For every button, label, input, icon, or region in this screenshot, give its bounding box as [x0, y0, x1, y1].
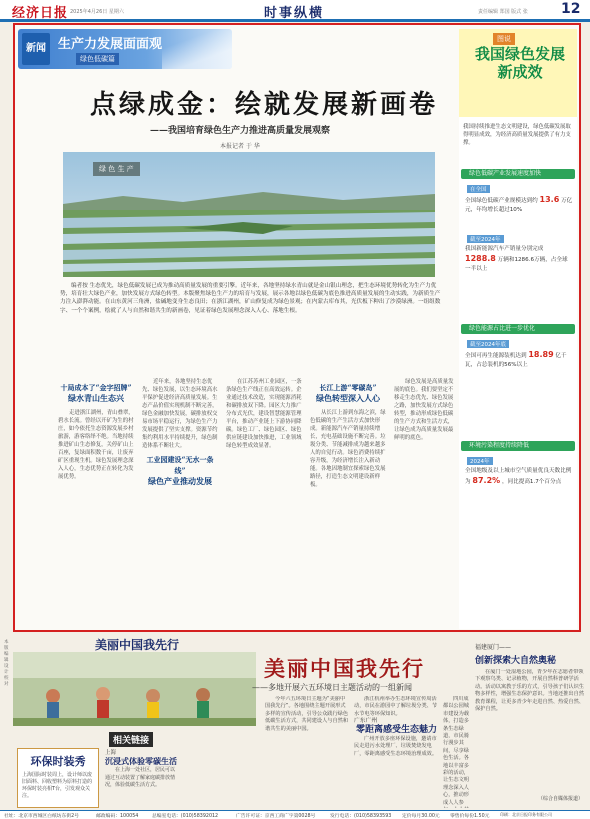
event-photo	[13, 652, 256, 726]
page-footer	[0, 810, 590, 819]
footer-single-price: 零售价每份1.50元	[450, 814, 490, 819]
series-banner	[18, 29, 232, 69]
page-number: 12	[561, 1, 581, 17]
story-place: 福建厦门——	[475, 644, 512, 651]
footer-ads: 广告许可证：京西工商广字第0028号	[236, 814, 316, 819]
footer-price: 定价每月30.00元	[402, 814, 440, 819]
event-photo-graphic	[13, 652, 256, 726]
bottom-column-2	[354, 696, 439, 808]
article-column-3	[226, 378, 302, 626]
bottom-column-1	[265, 696, 350, 808]
stat-number: 1288.8	[465, 254, 496, 263]
story-title: 创新探索大自然奥秘	[475, 656, 557, 666]
story-credit: （综合自媒体报道）	[537, 796, 583, 802]
column-heading-kicker: 十局成本了“金字招牌”	[60, 383, 132, 392]
article-column-1	[58, 378, 134, 626]
article-column-5	[394, 378, 454, 626]
stat-item	[465, 350, 573, 370]
story-text: 在厦门一处湿地公园，青少年在志愿者带领下观察鸟类、记录植物，开展自然科普研学活动。活动以寓教于乐的方式，引导孩子们认识生物多样性，增强生态保护意识。当地还推出自然教育课程，让更多青少年走进自然、热爱自然、保护自然。	[475, 669, 584, 713]
infographic-kicker: 图说	[493, 33, 515, 45]
masthead	[0, 0, 590, 22]
bottom-column-3	[443, 696, 471, 808]
stat-unit: 万亿元，年均增长超过10%	[465, 198, 573, 213]
newspaper-logo: 经济日报	[12, 6, 69, 21]
shanghai-story	[105, 748, 177, 789]
fashion-show-box	[17, 748, 99, 808]
editor-note: 编者按 生态优先，绿色低碳发展已成为推动高质量发展的重要引擎。近年来，各地坚持绿水青山就是金山银山理念，把生态环境优势转化为生产力优势，培育壮大绿色产业，加快发展方式绿色转型。本版聚焦绿色生产力的培育与发展，展示各地以绿色低碳为底色推进高质量发展的生动实践，为新质生产力注入澎湃动能。在山东黄河三角洲，盐碱地变身生态良田；在浙江湖州，矿山修复成为绿色景观；在内蒙古库布其，光伏板下种出了沙漠绿洲。一组组数字、一个个案例，绘就了人与自然和谐共生的新画卷，见证着绿色发展理念深入人心、落地生根。	[60, 283, 441, 314]
editor-line: 责任编辑 郑国 版式 张	[478, 9, 528, 15]
column-text: 近年来，各地坚持生态优先、绿色发展，以生态环境高水平保护促进经济高质量发展。生态产品价值实现机制不断完善，绿色金融加快发展，碳排放权交易市场平稳运行，为绿色生产力发展提供了坚实支撑。资源节约集约利用水平持续提升，绿色制造体系不断壮大。	[142, 379, 218, 449]
stat-text: 我国新能源汽车产销量分别完成	[465, 246, 544, 252]
stat-item	[465, 245, 573, 274]
column-heading-kicker: 工业园建设“无水一条线”	[146, 455, 214, 475]
bottom-left-title: 美丽中国我先行	[95, 638, 180, 652]
story-place: 广东广州	[354, 718, 378, 725]
related-news-tag: 相关链接	[109, 732, 153, 747]
column-text: 四川成都以公园城市建设为载体，打造多条生态绿道，市民骑行漫步其间，尽享绿色生活。各地以丰富多彩的活动，让生态文明理念深入人心，推动形成人人参	[443, 696, 469, 806]
article-column-2	[142, 378, 218, 626]
stat-unit: 万辆和1286.6万辆，占全球一半以上	[465, 257, 568, 272]
article-column-4	[310, 378, 386, 626]
story-title: 沉浸式体验零碳生活	[105, 756, 177, 767]
column-text: 从长江上游到东海之滨，绿色低碳的生产生活方式加快形成。新能源汽车产销量持续增长，充电基础设施不断完善。垃圾分类、节能减排成为越来越多人的自觉行动。绿色消费持续扩容升级，为经济增长注入新动能。各地因地制宜探索绿色发展路径，打造生态文明建设新样板。	[310, 410, 386, 488]
stat-label: 2024年	[467, 457, 493, 465]
story-title: 零距离感受生态魅力	[355, 724, 437, 735]
column-heading-title: 绿水青山生态兴	[68, 393, 124, 403]
infographic-section-energy: 绿色能源占比进一步优化	[461, 324, 575, 334]
stat-unit: ，同比提高1.7个百分点	[501, 479, 562, 485]
banner-title: 生产力发展面面观	[58, 37, 163, 52]
xiamen-story	[475, 642, 585, 802]
stat-label: 在全国	[467, 185, 490, 193]
infographic-header	[459, 29, 577, 117]
infographic-intro: 我国持续推进生态文明建设，绿色低碳发展取得明显成效，为经济高质量发展提供了有力支撑。	[463, 124, 571, 146]
fashion-show-text: 上海国际时装周上，设计师以废旧面料、回收塑料为原料打造的环保时装亮相T台，引发观众关注。	[22, 772, 93, 799]
stat-text: 全国绿色低碳产业规模达到约	[465, 198, 538, 204]
stat-number: 87.2%	[472, 476, 501, 485]
stat-item	[465, 195, 573, 215]
column-heading-title: 绿色转型深入人心	[316, 393, 380, 403]
stat-number: 13.6	[539, 195, 560, 204]
footer-postcode: 邮政编码：100054	[96, 814, 139, 819]
article-subheadline: ——我国培育绿色生产力推进高质量发展观察	[150, 126, 331, 136]
stat-text: 全国可再生能源装机达到	[465, 353, 527, 359]
infographic-sidebar	[459, 29, 577, 629]
footer-phone: 总编室电话：(010)58392012	[152, 814, 219, 819]
column-text: 绿色发展是高质量发展的底色。我们要坚定不移走生态优先、绿色发展之路，加快发展方式绿色转型，推动形成绿色低碳的生产方式和生活方式，让绿色成为高质量发展最鲜明的底色。	[394, 379, 454, 441]
photo-tag: 绿 色 生 产	[93, 162, 140, 176]
stat-number: 18.89	[528, 350, 554, 359]
story-text: 在上海一处社区，居民可以通过互动装置了解家庭碳排放情况，体验低碳生活方式。	[105, 767, 176, 788]
banner-decoration	[162, 29, 232, 69]
landscape-photo	[63, 152, 435, 277]
column-heading	[58, 382, 134, 404]
column-text: 广州开放多座环保设施，邀请市民走进污水处理厂、垃圾焚烧发电厂，零距离感受生态环境治理成效。	[354, 736, 438, 757]
bottom-left-block	[13, 636, 263, 812]
infographic-section-environment: 环境污染程度持续降低	[461, 441, 575, 451]
footer-address: 社址：北京市西城区白纸坊东街2号	[4, 814, 80, 819]
column-heading-kicker: 长江上游“零碳岛”	[319, 383, 377, 392]
issue-date: 2025年4月26日 星期六	[70, 9, 124, 15]
stat-unit: 亿千瓦，占总装机的56%以上	[465, 353, 567, 368]
infographic-title: 我国绿色发展新成效	[475, 45, 566, 81]
side-vertical-text: 本版编辑 设计 校对	[4, 640, 9, 687]
column-heading	[142, 454, 218, 487]
article-byline: 本报记者 于 华	[220, 143, 260, 150]
infographic-section-industry: 绿色低碳产业发展速度加快	[461, 169, 575, 179]
bottom-feature-subtitle: ——多地开展六五环境日主题活动的一组新闻	[252, 683, 412, 692]
story-place: 上海	[105, 750, 117, 756]
column-text: 在江苏苏州工业园区，一条条绿色生产线正在高效运转。企业通过技术改造，实现能源消耗和碳排放双下降。园区大力推广分布式光伏，建设智慧能源管理平台，推动产业链上下游协同降碳。绿色工厂、绿色园区、绿色供应链建设加快推进，工业领域绿色转型成效显著。	[226, 379, 302, 449]
column-text: 浙江杭州举办生态环境宣传周活动，市民在游园中了解垃圾分类、节水节电等环保知识。	[354, 696, 438, 717]
banner-subtitle: 绿色低碳篇	[76, 53, 119, 65]
stat-label: 截至2024年	[467, 235, 504, 243]
banner-badge: 新闻	[22, 33, 50, 65]
column-heading	[310, 382, 386, 404]
footer-sub-phone: 发行电话：(010)58393593	[330, 814, 392, 819]
stat-label: 截至2024年底	[467, 340, 509, 348]
stat-text: 全国地级及以上城市空气质量优良天数比例为	[465, 468, 572, 485]
section-title: 时事纵横	[264, 6, 325, 21]
article-headline: 点绿成金：绘就发展新画卷	[90, 90, 439, 120]
column-text: 走进浙江湖州，青山叠翠，碧水长流。曾经以开矿为生的村庄，如今依托生态资源发展乡村旅游，游客络绎不绝。当地持续推进矿山生态修复，关停矿山上百座，复绿面积数千亩，让废弃矿区重现生机。绿色发展理念深入人心，生态优势正在转化为发展优势。	[58, 410, 134, 480]
fashion-show-title: 环保时装秀	[30, 755, 86, 768]
stat-item	[465, 467, 573, 487]
footer-printer: 印刷：北京日报印务有限公司	[500, 812, 552, 817]
column-heading-title: 绿色产业推动发展	[148, 476, 212, 486]
bottom-feature-title: 美丽中国我先行	[264, 656, 425, 681]
column-text: 今年六五环境日主题为“美丽中国我先行”。各地围绕主题开展形式多样的宣传活动，引导公众践行绿色低碳生活方式，共同建设人与自然和谐共生的美丽中国。	[265, 696, 349, 732]
